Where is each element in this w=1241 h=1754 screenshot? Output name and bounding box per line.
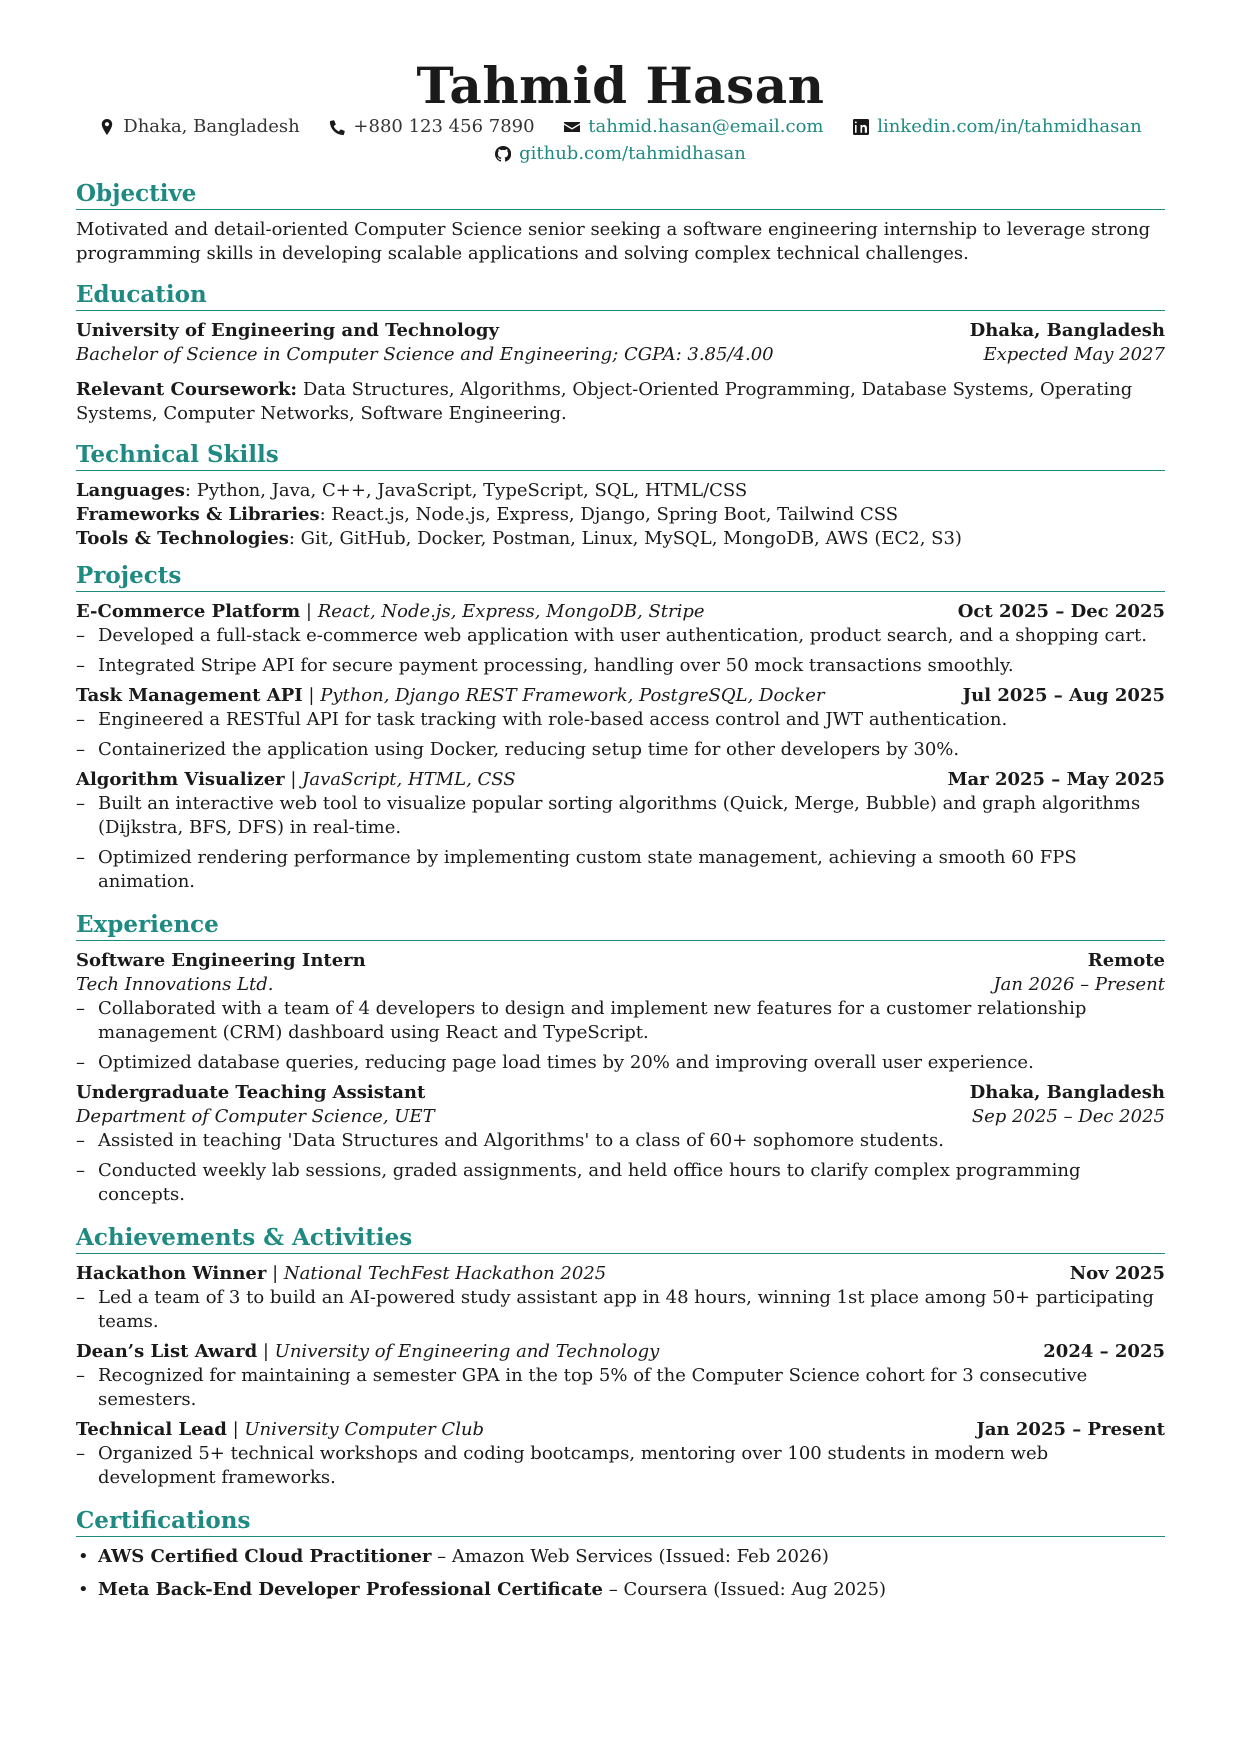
section-divider [76, 470, 1165, 471]
project-entry [76, 600, 1165, 678]
section-divider [76, 310, 1165, 311]
achievement-bullets [76, 1364, 1165, 1412]
contact-phone [329, 115, 534, 139]
linkedin-icon [853, 119, 869, 135]
contact-github[interactable] [495, 142, 746, 166]
project-bullets [76, 792, 1165, 894]
certification-detail: – Amazon Web Services (Issued: Feb 2026) [431, 1546, 829, 1567]
achievement-bullets [76, 1442, 1165, 1490]
section-title-projects: Projects [76, 562, 182, 589]
skill-value: : React.js, Node.js, Express, Django, Spring Boot, Tailwind CSS [319, 504, 899, 525]
experience-header [76, 1081, 1165, 1105]
achievement-entry [76, 1262, 1165, 1334]
skill-label: Languages [76, 480, 185, 501]
section-divider [76, 591, 1165, 592]
achievement-header: Dean’s List Award | University of Engineering and Technology 2024 – 2025 [76, 1341, 1165, 1362]
achievement-header: Technical Lead | University Computer Club Jan 2025 – Present [76, 1419, 1165, 1440]
section-title-experience: Experience [76, 911, 219, 938]
experience-org: Department of Computer Science, UET [76, 1106, 435, 1127]
graduation-date: Expected May 2027 [983, 344, 1165, 365]
candidate-name: Tahmid Hasan [416, 56, 825, 115]
achievement-org: University of Engineering and Technology [274, 1341, 660, 1362]
bullet-item: – Conducted weekly lab sessions, graded assignments, and held office hours to clarify complex programming concepts. [76, 1159, 1165, 1207]
skill-value: : Git, GitHub, Docker, Postman, Linux, MySQL, MongoDB, AWS (EC2, S3) [288, 528, 962, 549]
achievement-org: National TechFest Hackathon 2025 [283, 1263, 607, 1284]
bullet-item: – Collaborated with a team of 4 developers to design and implement new features for a customer relationship management (CRM) dashboard using React and TypeScript. [76, 997, 1165, 1045]
education-row [76, 319, 1165, 343]
envelope-icon [564, 119, 580, 135]
achievement-entry [76, 1418, 1165, 1490]
experience-org: Tech Innovations Ltd. [76, 974, 274, 995]
bullet-item: – Developed a full-stack e-commerce web application with user authentication, product search, and a shopping cart. [76, 624, 1165, 648]
coursework-list: Data Structures, Algorithms, Object-Oriented Programming, Database Systems, Operating Systems, Computer Networks, Software Engineering. [76, 379, 1133, 424]
project-entry [76, 684, 1165, 762]
bullet-item: – Containerized the application using Docker, reducing setup time for other developers by 30%. [76, 738, 1165, 762]
experience-bullets [76, 1129, 1165, 1207]
bullet-item: – Built an interactive web tool to visualize popular sorting algorithms (Quick, Merge, Bubble) and graph algorithms (Dijkstra, BFS, DFS) in real-time. [76, 792, 1165, 840]
email-link[interactable]: tahmid.hasan@email.com [588, 116, 824, 137]
github-icon [495, 146, 511, 162]
certification-item [76, 1545, 1165, 1569]
achievement-date: Jan 2025 – Present [976, 1419, 1165, 1440]
bullet-item: – Led a team of 3 to build an AI-powered study assistant app in 48 hours, winning 1st place among 50+ participating teams. [76, 1286, 1165, 1334]
section-title-objective: Objective [76, 180, 197, 207]
project-tech: Python, Django REST Framework, PostgreSQL, Docker [320, 685, 825, 706]
project-header: Algorithm Visualizer | JavaScript, HTML, CSS Mar 2025 – May 2025 [76, 769, 1165, 790]
project-name: E-Commerce Platform [76, 601, 301, 622]
achievement-org: University Computer Club [244, 1419, 485, 1440]
objective-text: Motivated and detail-oriented Computer Science senior seeking a software engineering internship to leverage strong programming skills in developing scalable applications and solving complex technical challenges. [76, 219, 1151, 264]
contact-info [76, 115, 1165, 169]
project-name: Task Management API [76, 685, 303, 706]
coursework [76, 378, 1165, 426]
skill-label: Tools & Technologies [76, 528, 289, 549]
project-date: Oct 2025 – Dec 2025 [957, 601, 1165, 622]
project-bullets [76, 624, 1165, 678]
achievement-date: Nov 2025 [1069, 1263, 1165, 1284]
section-divider [76, 1536, 1165, 1537]
experience-bullets [76, 997, 1165, 1075]
project-bullets [76, 708, 1165, 762]
bullet-item: – Integrated Stripe API for secure payment processing, handling over 50 mock transactions smoothly. [76, 654, 1165, 678]
section-divider [76, 209, 1165, 210]
certification-name: AWS Certified Cloud Practitioner [98, 1546, 432, 1567]
phone-icon [329, 119, 345, 135]
experience-location: Remote [1087, 950, 1165, 971]
bullet-item: – Optimized database queries, reducing page load times by 20% and improving overall user experience. [76, 1051, 1165, 1075]
achievement-header: Hackathon Winner | National TechFest Hackathon 2025 Nov 2025 [76, 1263, 1165, 1284]
project-tech: JavaScript, HTML, CSS [302, 769, 516, 790]
bullet-item: – Recognized for maintaining a semester GPA in the top 5% of the Computer Science cohort for 3 consecutive semesters. [76, 1364, 1165, 1412]
coursework-label: Relevant Coursework: [76, 379, 298, 400]
school-name: University of Engineering and Technology [76, 320, 499, 341]
linkedin-link[interactable]: linkedin.com/in/tahmidhasan [877, 116, 1142, 137]
education-degree-row [76, 343, 1165, 367]
experience-subheader [76, 973, 1165, 997]
experience-entry [76, 1081, 1165, 1207]
bullet-item: – Assisted in teaching 'Data Structures and Algorithms' to a class of 60+ sophomore students. [76, 1129, 1165, 1153]
skill-value: : Python, Java, C++, JavaScript, TypeScript, SQL, HTML/CSS [184, 480, 748, 501]
certification-list [76, 1545, 1165, 1602]
github-link[interactable]: github.com/tahmidhasan [519, 143, 746, 164]
project-date: Jul 2025 – Aug 2025 [962, 685, 1165, 706]
achievement-entry [76, 1340, 1165, 1412]
achievement-date: 2024 – 2025 [1043, 1341, 1165, 1362]
skills-row [76, 503, 1165, 527]
location-text: Dhaka, Bangladesh [123, 116, 300, 137]
section-title-education: Education [76, 281, 207, 308]
project-date: Mar 2025 – May 2025 [947, 769, 1165, 790]
school-location: Dhaka, Bangladesh [969, 320, 1165, 341]
achievement-name: Hackathon Winner [76, 1263, 267, 1284]
certification-item [76, 1578, 1165, 1602]
project-tech: React, Node.js, Express, MongoDB, Stripe [317, 601, 705, 622]
project-header: Task Management API | Python, Django REST Framework, PostgreSQL, Docker Jul 2025 – Aug 2025 [76, 685, 1165, 706]
bullet-item: – Engineered a RESTful API for task tracking with role-based access control and JWT authentication. [76, 708, 1165, 732]
achievement-name: Technical Lead [76, 1419, 227, 1440]
section-title-skills: Technical Skills [76, 441, 279, 468]
certification-name: Meta Back-End Developer Professional Certificate [98, 1579, 604, 1600]
experience-header [76, 949, 1165, 973]
section-title-certifications: Certifications [76, 1507, 251, 1534]
experience-entry [76, 949, 1165, 1075]
bullet-item: – Organized 5+ technical workshops and coding bootcamps, mentoring over 100 students in modern web development frameworks. [76, 1442, 1165, 1490]
experience-location: Dhaka, Bangladesh [969, 1082, 1165, 1103]
achievement-name: Dean’s List Award [76, 1341, 258, 1362]
section-title-achievements: Achievements & Activities [76, 1224, 413, 1251]
degree: Bachelor of Science in Computer Science and Engineering; CGPA: 3.85/4.00 [76, 344, 774, 365]
phone-text: +880 123 456 7890 [353, 116, 535, 137]
experience-date: Jan 2026 – Present [993, 974, 1165, 995]
project-entry [76, 768, 1165, 894]
section-divider [76, 940, 1165, 941]
skills-row [76, 479, 1165, 503]
contact-location [99, 115, 299, 139]
contact-email[interactable] [564, 115, 823, 139]
contact-linkedin[interactable] [853, 115, 1142, 139]
skills-row [76, 527, 1165, 551]
skill-label: Frameworks & Libraries [76, 504, 320, 525]
experience-subheader [76, 1105, 1165, 1129]
certification-detail: – Coursera (Issued: Aug 2025) [603, 1579, 887, 1600]
map-marker-icon [99, 119, 115, 135]
section-divider [76, 1253, 1165, 1254]
achievement-bullets [76, 1286, 1165, 1334]
experience-role: Software Engineering Intern [76, 950, 366, 971]
experience-date: Sep 2025 – Dec 2025 [971, 1106, 1165, 1127]
experience-role: Undergraduate Teaching Assistant [76, 1082, 426, 1103]
project-name: Algorithm Visualizer [76, 769, 285, 790]
bullet-item: – Optimized rendering performance by implementing custom state management, achieving a smooth 60 FPS animation. [76, 846, 1165, 894]
project-header: E-Commerce Platform | React, Node.js, Express, MongoDB, Stripe Oct 2025 – Dec 2025 [76, 601, 1165, 622]
